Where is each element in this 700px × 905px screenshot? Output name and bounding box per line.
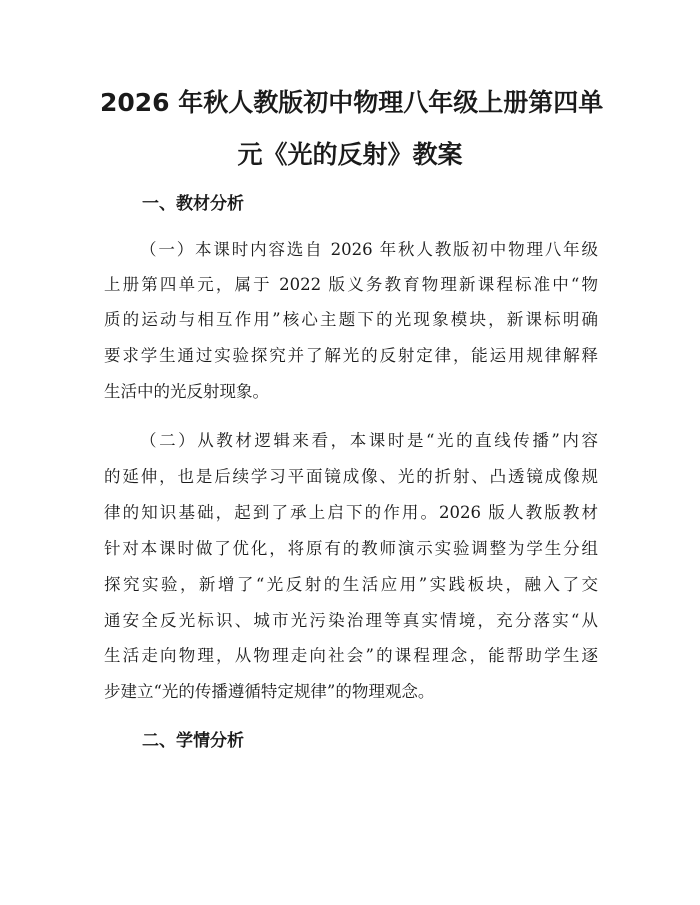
- section-heading-student-analysis: 二、学情分析: [142, 731, 244, 751]
- paragraph-1-line: 要求学生通过实验探究并了解光的反射定律，能运用规律解释: [104, 346, 598, 365]
- section-heading-textbook-analysis: 一、教材分析: [142, 194, 244, 214]
- paragraph-2-line: 的延伸，也是后续学习平面镜成像、光的折射、凸透镜成像规: [104, 467, 598, 486]
- paragraph-2-line: 针对本课时做了优化，将原有的教师演示实验调整为学生分组: [104, 539, 598, 558]
- paragraph-2-line: （二）从教材逻辑来看，本课时是“光的直线传播”内容: [140, 431, 598, 450]
- paragraph-2-line: 步建立“光的传播遵循特定规律”的物理观念。: [104, 682, 435, 701]
- paragraph-2-line: 通安全反光标识、城市光污染治理等真实情境，充分落实“从: [104, 611, 598, 630]
- paragraph-2-line: 律的知识基础，起到了承上启下的作用。2026 版人教版教材: [104, 503, 598, 522]
- paragraph-1-line: （一）本课时内容选自 2026 年秋人教版初中物理八年级: [140, 240, 598, 259]
- paragraph-2-line: 探究实验，新增了“光反射的生活应用”实践板块，融入了交: [104, 575, 598, 594]
- paragraph-1-line: 生活中的光反射现象。: [104, 382, 269, 401]
- document-title-line-1: 2026 年秋人教版初中物理八年级上册第四单: [100, 88, 604, 117]
- paragraph-2-line: 生活走向物理，从物理走向社会”的课程理念，能帮助学生逐: [104, 646, 598, 665]
- document-title-line-2: 元《光的反射》教案: [237, 140, 463, 169]
- paragraph-1-line: 质的运动与相互作用”核心主题下的光现象模块，新课标明确: [104, 310, 598, 329]
- paragraph-1-line: 上册第四单元，属于 2022 版义务教育物理新课程标准中“物: [104, 275, 598, 294]
